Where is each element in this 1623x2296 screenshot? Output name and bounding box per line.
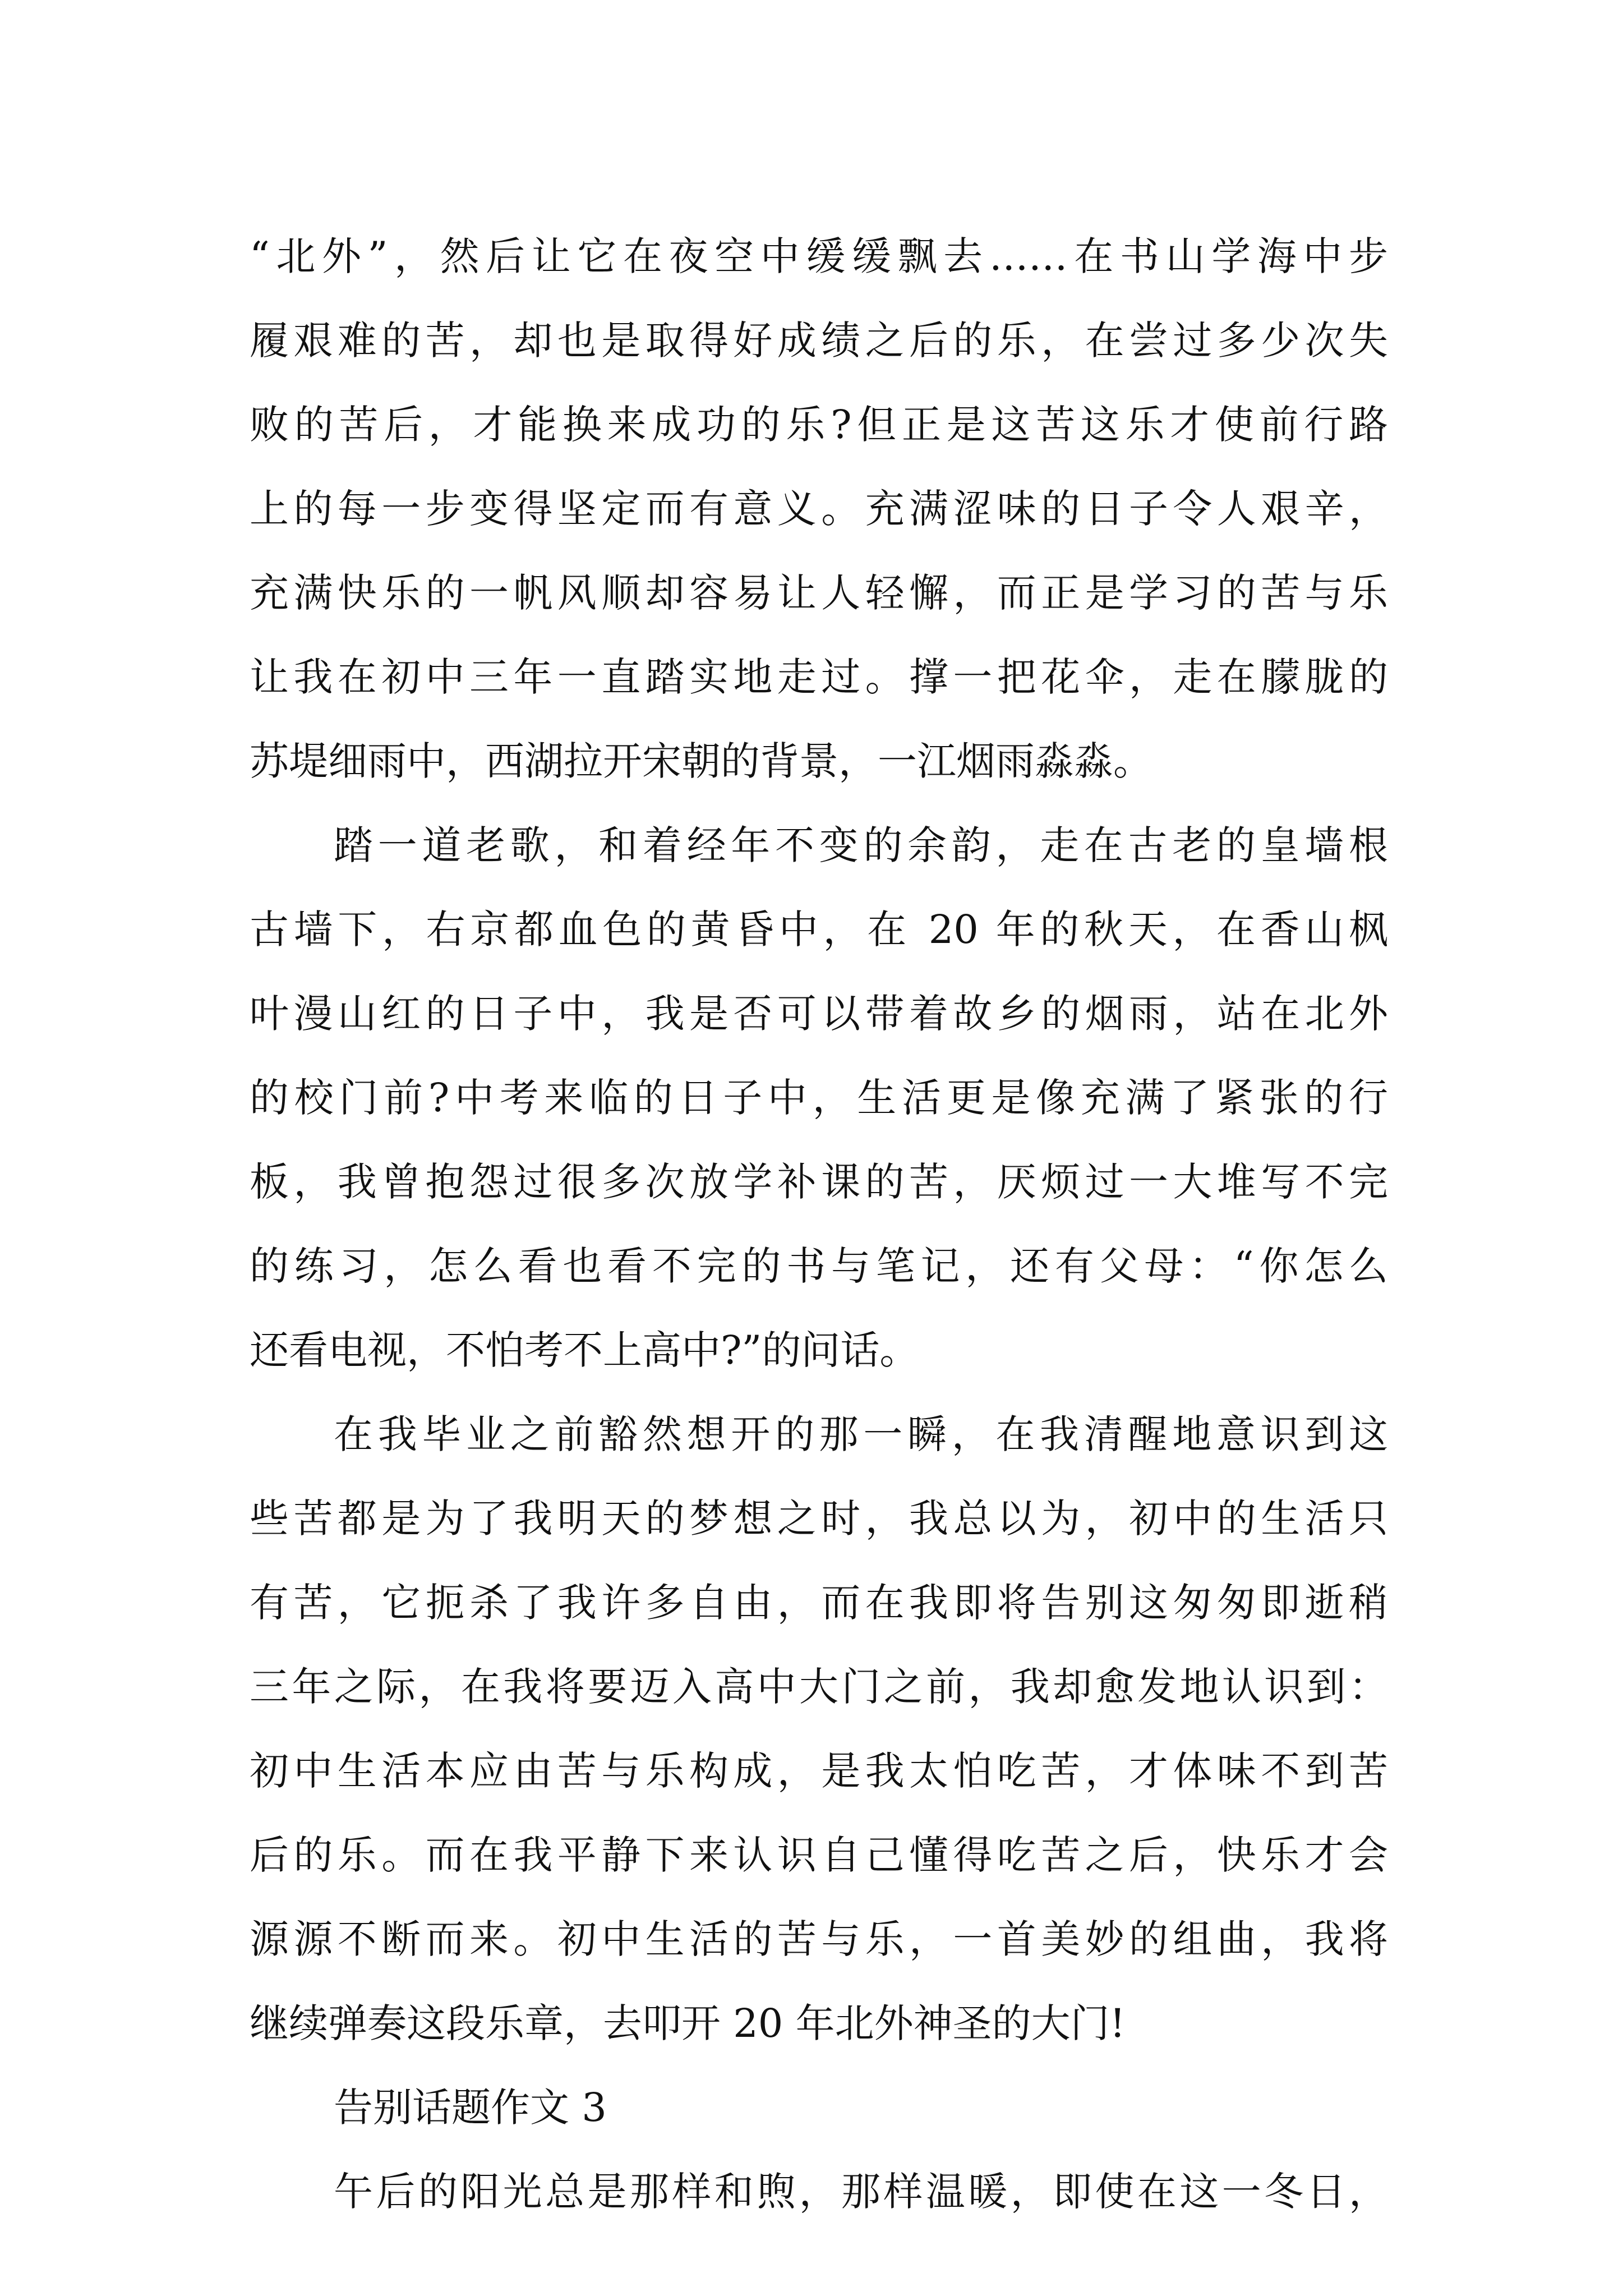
text-line: 源源不断而来。初中生活的苦与乐，一首美妙的组曲，我将 [250,1916,1388,1962]
text-line: 板，我曾抱怨过很多次放学补课的苦，厌烦过一大堆写不完 [250,1159,1388,1205]
text-line: 叶漫山红的日子中，我是否可以带着故乡的烟雨，站在北外 [250,991,1388,1037]
text-line: 三年之际，在我将要迈入高中大门之前，我却愈发地认识到： [250,1664,1388,1710]
text-line: 让我在初中三年一直踏实地走过。撑一把花伞，走在朦胧的 [250,654,1388,700]
text-line: 苏堤细雨中，西湖拉开宋朝的背景，一江烟雨淼淼。 [250,738,1152,784]
text-line: 上的每一步变得坚定而有意义。充满涩味的日子令人艰辛， [250,486,1388,532]
text-line: 履艰难的苦，却也是取得好成绩之后的乐，在尝过多少次失 [250,318,1388,364]
text-line: “北外”，然后让它在夜空中缓缓飘去……在书山学海中步 [250,233,1388,279]
body-text [250,214,1388,2234]
text-line: 初中生活本应由苦与乐构成，是我太怕吃苦，才体味不到苦 [250,1748,1388,1794]
paragraph-first-line: 踏一道老歌，和着经年不变的余韵，走在古老的皇墙根 [334,822,1388,868]
paragraph-first-line: 在我毕业之前豁然想开的那一瞬，在我清醒地意识到这 [334,1411,1388,1457]
text-line: 古墙下，右京都血色的黄昏中，在 20 年的秋天，在香山枫 [250,907,1388,953]
text-line: 还看电视，不怕考不上高中?”的问话。 [250,1327,919,1373]
text-line: 的校门前?中考来临的日子中，生活更是像充满了紧张的行 [250,1075,1388,1121]
text-line: 充满快乐的一帆风顺却容易让人轻懈，而正是学习的苦与乐 [250,570,1388,616]
text-line: 的练习，怎么看也看不完的书与笔记，还有父母：“你怎么 [250,1243,1388,1289]
text-line: 继续弹奏这段乐章，去叩开 20 年北外神圣的大门! [250,2000,1126,2046]
text-line: 后的乐。而在我平静下来认识自己懂得吃苦之后，快乐才会 [250,1832,1388,1878]
paragraph-first-line: 午后的阳光总是那样和煦，那样温暖，即使在这一冬日， [334,2169,1388,2215]
text-line: 败的苦后，才能换来成功的乐?但正是这苦这乐才使前行路 [250,402,1388,448]
text-line: 有苦，它扼杀了我许多自由，而在我即将告别这匆匆即逝稍 [250,1580,1388,1626]
paragraph-first-line: 告别话题作文 3 [334,2085,607,2131]
text-line: 些苦都是为了我明天的梦想之时，我总以为，初中的生活只 [250,1496,1388,1542]
